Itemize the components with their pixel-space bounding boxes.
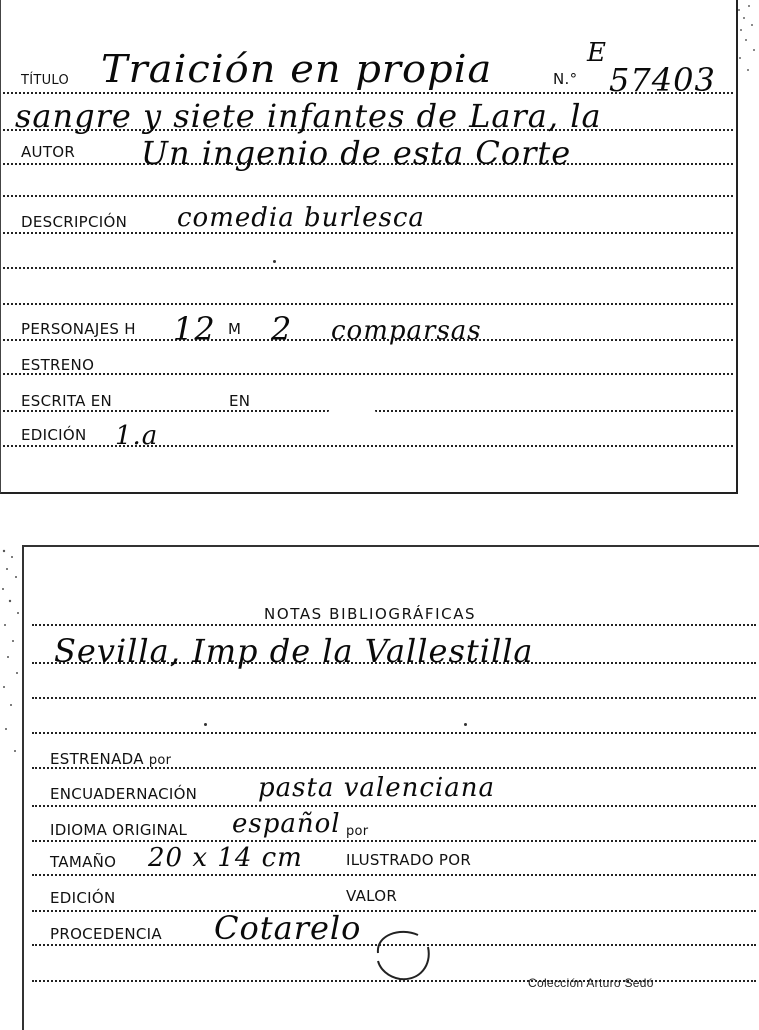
- punch-hole: [370, 925, 434, 985]
- language-por-label: por: [346, 824, 369, 839]
- number-prefix-handwritten: E: [587, 38, 607, 68]
- edition-label: EDICIÓN: [21, 426, 87, 444]
- men-count-handwritten: 12: [173, 310, 216, 348]
- characters-men-label: PERSONAJES H: [21, 320, 136, 338]
- extras-handwritten: comparsas: [331, 316, 482, 346]
- written-en-label: EN: [229, 392, 251, 410]
- scan-edge-noise: [735, 0, 759, 120]
- rule: [3, 445, 733, 447]
- premiered-by-label: [50, 752, 171, 767]
- provenance-label: PROCEDENCIA: [50, 925, 162, 943]
- rule: [3, 267, 733, 269]
- title-label: TÍTULO: [21, 73, 70, 88]
- punch-hole: [327, 396, 377, 444]
- scan-edge-noise: [0, 545, 22, 805]
- title-handwritten-line1: Traición en propia: [101, 47, 493, 91]
- women-count-handwritten: 2: [271, 310, 293, 348]
- speck: [204, 723, 207, 726]
- number-handwritten: 57403: [609, 61, 716, 99]
- binding-handwritten: pasta valenciana: [258, 773, 495, 803]
- rule: [32, 732, 756, 734]
- premiered-by-text: ESTRENADA: [50, 750, 144, 768]
- value-label: VALOR: [346, 887, 398, 905]
- illustrated-by-label: ILUSTRADO POR: [346, 851, 472, 869]
- rule: [32, 697, 756, 699]
- edition-handwritten: 1.a: [115, 421, 159, 451]
- rule: [32, 874, 756, 876]
- rule: [3, 195, 733, 197]
- bibliographic-notes-heading: NOTAS BIBLIOGRÁFICAS: [264, 605, 477, 623]
- language-handwritten: español: [232, 809, 341, 839]
- characters-women-label: M: [228, 320, 242, 338]
- description-handwritten: comedia burlesca: [177, 203, 425, 233]
- rule: [3, 303, 733, 305]
- size-handwritten: 20 x 14 cm: [148, 843, 303, 873]
- speck: [464, 723, 467, 726]
- author-label: AUTOR: [21, 143, 76, 161]
- rule: [32, 805, 756, 807]
- rule: [32, 840, 756, 842]
- original-language-label: IDIOMA ORIGINAL: [50, 821, 188, 839]
- written-in-label: ESCRITA EN: [21, 392, 113, 410]
- rule: [32, 910, 756, 912]
- edition-label: EDICIÓN: [50, 889, 116, 907]
- title-handwritten-line2: sangre y siete infantes de Lara, la: [15, 97, 602, 135]
- speck: [273, 260, 276, 263]
- premiered-by-por: por: [148, 753, 172, 768]
- description-label: DESCRIPCIÓN: [21, 213, 128, 231]
- catalog-card-back: [22, 545, 759, 1030]
- premiere-label: ESTRENO: [21, 356, 95, 374]
- binding-label: ENCUADERNACIÓN: [50, 785, 198, 803]
- notes-handwritten-line1: Sevilla, Imp de la Vallestilla: [54, 632, 534, 670]
- provenance-handwritten: Cotarelo: [214, 909, 362, 947]
- author-handwritten: Un ingenio de esta Corte: [141, 134, 572, 172]
- number-label: N.°: [553, 70, 578, 88]
- rule: [32, 624, 756, 626]
- catalog-card-front: [0, 0, 738, 494]
- size-label: TAMAÑO: [50, 853, 117, 871]
- rule: [3, 373, 733, 375]
- collection-stamp: Colección Arturo Sedó: [528, 976, 654, 990]
